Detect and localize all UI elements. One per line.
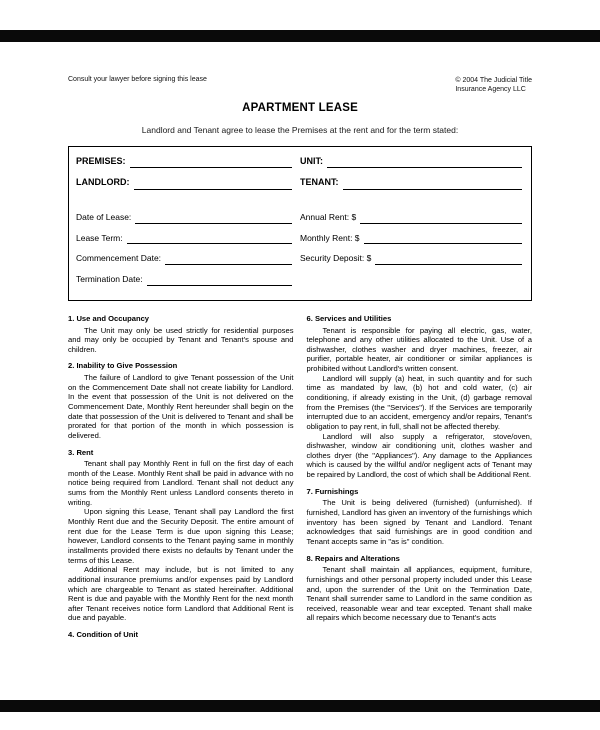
monthly-rent-label: Monthly Rent: $ [300, 232, 360, 243]
termination-date-label: Termination Date: [76, 274, 143, 285]
annual-rent-blank[interactable] [360, 213, 522, 224]
lease-term-blank[interactable] [127, 233, 292, 244]
section-paragraph: The Unit is being delivered (furnished) (unfurnished). If furnished, Landlord has given an inventory of the furnishings which inventory has been signed by Tenant and Landlord. Tenant acknowledges that said furnishings are in good condition and Tenant accepts same in "as is" condition. [306, 498, 532, 546]
section-furnishings [307, 487, 533, 547]
section-paragraph: Landlord will supply (a) heat, in such quantity and for such time as mandated by law, (b) hot and cold water, (c) air conditioning, if already existing in the Unit, (d) garbage removal from the Premises (the "Services"). If the Services are temporarily interrupted due to an accident, emergency and/or repairs, Tenant's obligation to pay rent, in full, shall not be affected thereby. [306, 373, 532, 431]
copyright-line-2: Insurance Agency LLC [455, 86, 526, 94]
premises-field [76, 155, 300, 169]
commencement-date-label: Commencement Date: [76, 253, 162, 264]
section-paragraph: Tenant shall maintain all appliances, equipment, furniture, furnishings and other personal property included under this Lease and, upon the surrender of the Unit on the Termination Date, Tenant shall surrender same to Landlord in the same condition as received, reasonable wear and tear excepted. Tenant shall make all repairs which become necessary due to Tenant's acts [306, 565, 532, 623]
lease-document-page [0, 42, 600, 700]
lawyer-disclaimer: Consult your lawyer before signing this lease [68, 76, 207, 83]
monthly-rent-field [300, 232, 524, 245]
section-repairs-and-alterations [307, 554, 533, 623]
document-subtitle: Landlord and Tenant agree to lease the Premises at the rent and for the term stated: [141, 124, 459, 135]
section-paragraph: Tenant shall pay Monthly Rent in full on the first day of each month of the Lease. Monthly Rent shall be paid in advance with no notice being required from Landlord. Tenant shall not deduct any sums from the Monthly Rent unless Landlord consents thereto in writing. [68, 459, 294, 507]
landlord-blank[interactable] [134, 179, 293, 190]
term-monthly-rent-row [76, 232, 524, 245]
body-right-column [307, 314, 533, 642]
date-of-lease-label: Date of Lease: [76, 211, 132, 222]
commencement-deposit-row [76, 252, 524, 265]
lease-fields-box [68, 146, 532, 301]
landlord-field [76, 176, 300, 190]
section-title: 1. Use and Occupancy [68, 313, 150, 323]
security-deposit-label: Security Deposit: $ [300, 253, 372, 264]
page-boundary-top [0, 30, 600, 42]
section-use-and-occupancy [68, 314, 294, 355]
section-paragraph: Landlord will also supply a refrigerator, stove/oven, dishwasher, window air conditioning unit, clothes washer and clothes dryer (the "Appliances"). Any damage to the Appliances which is caused by the willful and/or negligent acts of Tenant may be repaired by Landlord, the cost of which shall be Additional Rent. [306, 431, 532, 480]
tenant-field [300, 176, 524, 190]
lease-term-label: Lease Term: [76, 232, 123, 243]
date-of-lease-field [76, 211, 300, 224]
security-deposit-blank[interactable] [375, 254, 522, 265]
section-paragraph: Upon signing this Lease, Tenant shall pay Landlord the first Monthly Rent due and the Security Deposit. The entire amount of rent due for the Lease Term is due upon signing this Lease; however, Landlord consents to the Tenant paying same in monthly installments provided there exists no defaults by Tenant under the terms of this Lease. [68, 507, 294, 565]
section-title: 6. Services and Utilities [306, 313, 392, 323]
premises-label: PREMISES: [76, 155, 126, 166]
date-of-lease-blank[interactable] [135, 213, 292, 224]
termination-row [76, 273, 524, 286]
section-paragraph: The Unit may only be used strictly for residential purposes and may only be occupied by Tenant and Tenant's spouse and children. [68, 325, 294, 354]
section-title: 4. Condition of Unit [68, 630, 139, 640]
copyright-notice [455, 76, 532, 95]
copyright-line-1: © 2004 The Judicial Title [455, 77, 532, 84]
section-paragraph: Tenant is responsible for paying all electric, gas, water, telephone and any other utilities allocated to the Unit. Use of a dishwasher, clothes washer and dryer machines, freezer, air purifier, portable heater, air conditioner or similar appliances is prohibited without Landlord's written consent. [306, 325, 532, 374]
section-condition-of-unit [68, 630, 294, 640]
unit-field [300, 155, 524, 169]
document-header [68, 76, 532, 95]
annual-rent-label: Annual Rent: $ [300, 211, 357, 222]
section-inability-to-give-possession [68, 361, 294, 440]
annual-rent-field [300, 211, 524, 224]
termination-date-blank[interactable] [147, 275, 292, 286]
termination-date-field [76, 273, 300, 286]
section-paragraph: Additional Rent may include, but is not limited to any additional insurance premiums and/or expenses paid by Landlord which are chargeable to Tenant as stated hereinafter. Additional Rent is due and payable with the Monthly Rent for the next month after Tenant receives notice form Landlord that Additional Rent is due and payable. [68, 565, 294, 623]
page-boundary-bottom [0, 700, 600, 712]
lease-body [68, 314, 532, 642]
section-title: 7. Furnishings [306, 486, 359, 496]
section-rent [68, 448, 294, 624]
premises-blank[interactable] [130, 157, 292, 168]
section-paragraph: The failure of Landlord to give Tenant possession of the Unit on the Commencement Date shall not create liability for Landlord. In the event that possession of the Unit is not delivered on the Commencement Date, Monthly Rent hereunder shall begin on the date that possession of the Unit is delivered to Tenant and shall be prorated for that portion of the month in which possession is delivered. [68, 373, 294, 440]
body-left-column [68, 314, 294, 642]
landlord-label: LANDLORD: [76, 177, 130, 188]
landlord-tenant-row [76, 176, 524, 190]
section-title: 3. Rent [68, 447, 94, 457]
lease-term-field [76, 232, 300, 245]
fields-spacer [76, 198, 524, 211]
unit-label: UNIT: [300, 155, 323, 166]
termination-row-empty-cell [300, 273, 524, 286]
commencement-date-blank[interactable] [165, 254, 292, 265]
tenant-blank[interactable] [343, 179, 523, 190]
document-title: APARTMENT LEASE [242, 101, 358, 114]
section-services-and-utilities [307, 314, 533, 480]
security-deposit-field [300, 252, 524, 265]
tenant-label: TENANT: [300, 177, 339, 188]
premises-unit-row [76, 155, 524, 169]
date-annual-rent-row [76, 211, 524, 224]
monthly-rent-blank[interactable] [364, 233, 522, 244]
section-title: 2. Inability to Give Possession [68, 361, 178, 371]
section-title: 8. Repairs and Alterations [306, 553, 400, 563]
commencement-date-field [76, 252, 300, 265]
unit-blank[interactable] [327, 157, 522, 168]
